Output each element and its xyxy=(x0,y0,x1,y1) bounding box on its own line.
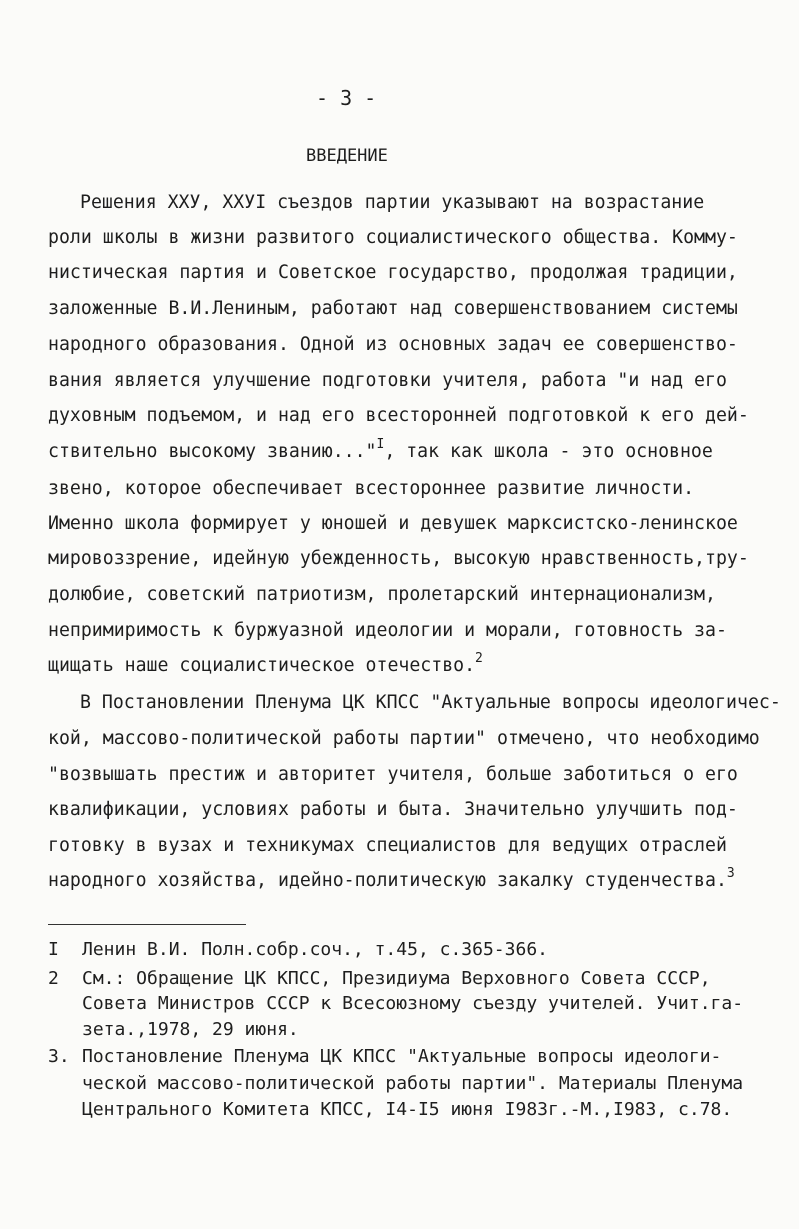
footnote-2-number: 2 xyxy=(48,968,59,989)
page-title: ВВЕДЕНИЕ xyxy=(306,146,388,166)
paragraph-1-line-5: народного образования. Одной из основных задач ее совершенство- xyxy=(48,334,738,355)
paragraph-2-line-5: готовку в вузах и техникумах специалистов для ведущих отраслей xyxy=(48,835,727,856)
line-p2-6-text: народного хозяйства, идейно-политическую закалку студенчества. xyxy=(48,870,727,891)
footnote-3-number: 3. xyxy=(48,1046,70,1067)
paragraph-1-line-3: нистическая партия и Советское государство, продолжая традиции, xyxy=(48,262,738,283)
paragraph-1-line-11: мировоззрение, идейную убежденность, высокую нравственность,тру- xyxy=(48,548,749,569)
footnote-3-line-1: Постановление Пленума ЦК КПСС "Актуальные вопросы идеологи- xyxy=(82,1046,722,1067)
paragraph-2-line-2: кой, массово-политической работы партии" отмечено, что необходимо xyxy=(48,728,760,749)
paragraph-1-line-14 xyxy=(48,651,483,676)
paragraph-1-line-7: духовным подъемом, и над его всесторонней подготовкой к его дей- xyxy=(48,405,749,426)
footnote-3-line-3: Центрального Комитета КПСС, I4-I5 июня I983г.-М.,I983, с.78. xyxy=(82,1099,733,1120)
paragraph-2-line-1: В Постановлении Пленума ЦК КПСС "Актуальные вопросы идеологичес- xyxy=(80,692,781,713)
footnote-ref-1: I xyxy=(376,437,385,452)
paragraph-1-line-13: непримиримость к буржуазной идеологии и морали, готовность за- xyxy=(48,620,727,641)
footnote-2-line-1: См.: Обращение ЦК КПСС, Президиума Верховного Совета СССР, xyxy=(82,968,711,989)
paragraph-1-line-1: Решения XXУ, XXУI съездов партии указывают на возрастание xyxy=(80,192,705,213)
footnote-1-line-1: Ленин В.И. Полн.собр.соч., т.45, с.365-366. xyxy=(82,939,548,960)
paragraph-2-line-6 xyxy=(48,866,735,891)
line-8-text: ствительно высокому званию..." xyxy=(48,441,377,462)
paragraph-1-line-9: звено, которое обеспечивает всестороннее развитие личности. xyxy=(48,478,695,499)
page-number: - 3 - xyxy=(316,86,377,110)
paragraph-1-line-6: вания является улучшение подготовки учителя, работа "и над его xyxy=(48,370,727,391)
paragraph-2-line-3: "возвышать престиж и авторитет учителя, больше заботиться о его xyxy=(48,764,738,785)
paragraph-1-line-10: Именно школа формирует у юношей и девушек марксистско-ленинское xyxy=(48,513,738,534)
line-14-text: щищать наше социалистическое отечество. xyxy=(48,655,476,676)
footnote-2-line-3: зета.,1978, 29 июня. xyxy=(82,1019,299,1040)
footnote-ref-3: 3 xyxy=(726,866,735,881)
footnote-ref-2: 2 xyxy=(475,651,483,666)
paragraph-1-line-8 xyxy=(48,437,713,462)
paragraph-1-line-4: заложенные В.И.Лениным, работают над совершенствованием системы xyxy=(48,298,738,319)
paragraph-1-line-12: долюбие, советский патриотизм, пролетарский интернационализм, xyxy=(48,584,716,605)
footnote-3-line-2: ческой массово-политической работы партии". Материалы Пленума xyxy=(82,1073,744,1094)
paragraph-2-line-4: квалификации, условиях работы и быта. Значительно улучшить под- xyxy=(48,799,738,820)
footnote-2-line-2: Совета Министров СССР к Всесоюзному съезду учителей. Учит.га- xyxy=(82,993,744,1014)
footnote-separator xyxy=(48,924,246,925)
line-8-tail: , так как школа - это основное xyxy=(384,441,713,462)
footnote-1-number: I xyxy=(48,939,59,960)
paragraph-1-line-2: роли школы в жизни развитого социалистического общества. Комму- xyxy=(48,227,738,248)
